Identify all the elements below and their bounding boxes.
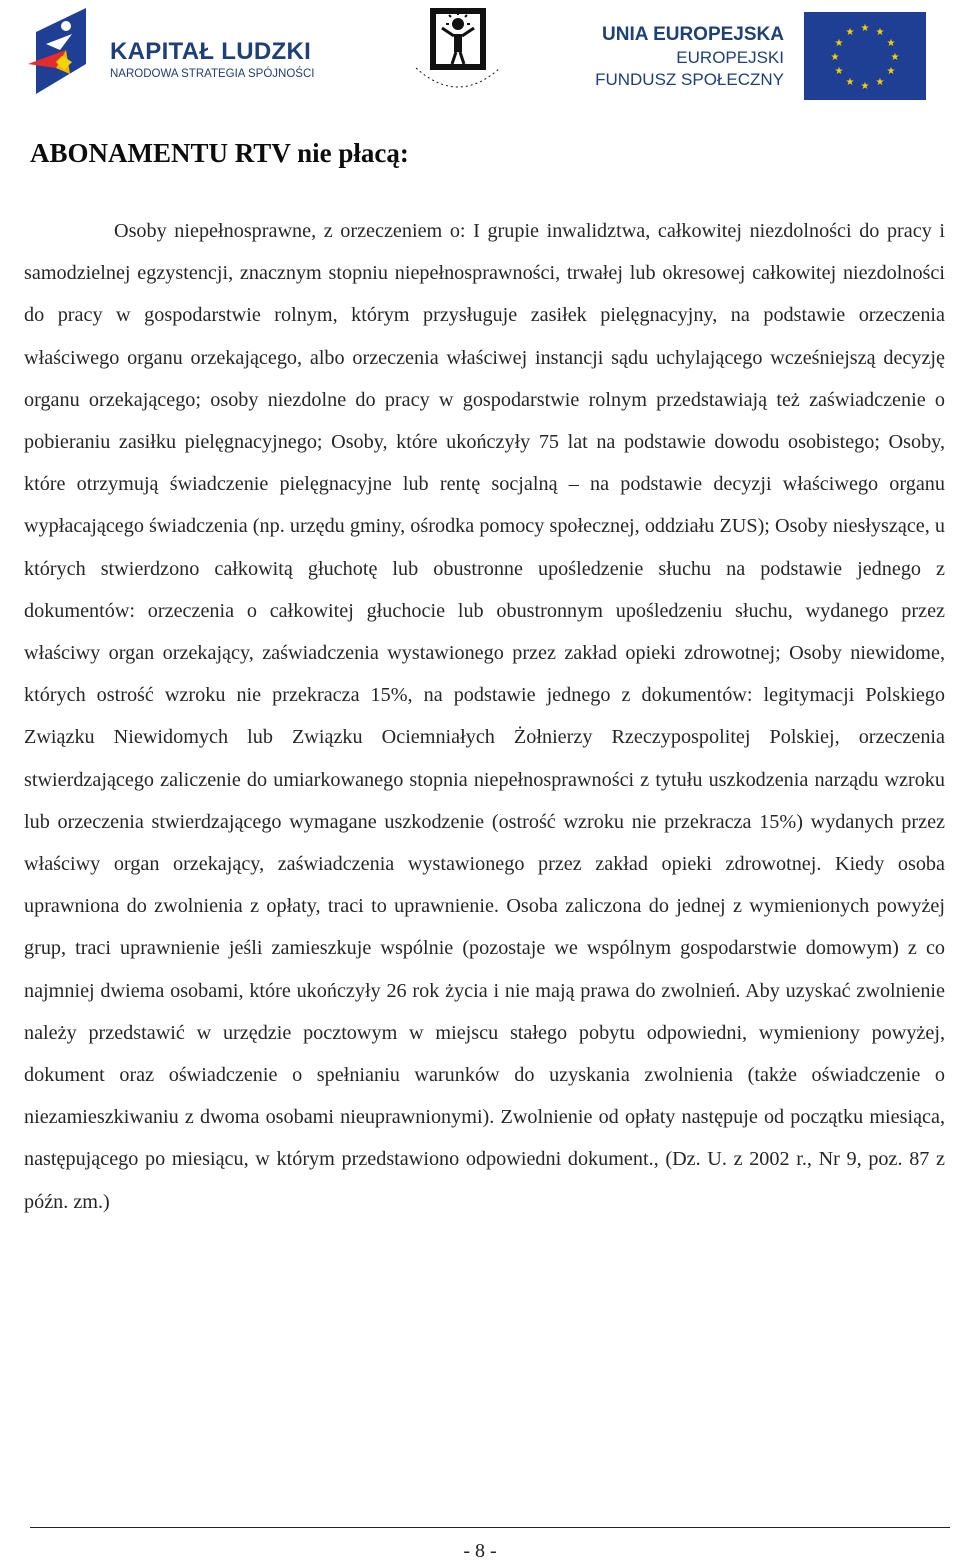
eu-subtitle-line2: FUNDUSZ SPOŁECZNY [595, 70, 784, 89]
svg-text:★: ★ [890, 52, 900, 63]
eu-flag-icon [804, 12, 926, 100]
kapital-ludzki-subtitle: NARODOWA STRATEGIA SPÓJNOŚCI [110, 68, 315, 80]
svg-text:★: ★ [834, 38, 844, 49]
document-header [0, 0, 960, 110]
svg-text:★: ★ [886, 38, 896, 49]
svg-text:★: ★ [875, 27, 885, 38]
eu-logo [595, 10, 930, 102]
organization-logo [402, 6, 514, 102]
svg-text:★: ★ [875, 77, 885, 88]
svg-text:★: ★ [845, 27, 855, 38]
page-number: - 8 - [463, 1540, 497, 1562]
eu-subtitle-line1: EUROPEJSKI [676, 48, 784, 67]
kapital-ludzki-title: KAPITAŁ LUDZKI [110, 38, 312, 65]
body-paragraph [24, 210, 945, 1223]
footer-divider [30, 1527, 950, 1528]
kapital-ludzki-logo [26, 4, 356, 100]
person-arms-raised-icon [402, 6, 514, 102]
svg-text:★: ★ [830, 52, 840, 63]
svg-text:★: ★ [834, 66, 844, 77]
svg-text:★: ★ [860, 81, 870, 92]
svg-text:★: ★ [886, 66, 896, 77]
kapital-ludzki-emblem-icon [26, 4, 96, 100]
svg-text:★: ★ [845, 77, 855, 88]
section-heading-bold: ABONAMENTU RTV nie płacą [30, 138, 400, 168]
section-heading-suffix: : [399, 138, 409, 168]
body-paragraph-text: Osoby niepełnosprawne, z orzeczeniem o: I grupie inwalidztwa, całkowitej niezdolności do pracy i samodzielnej egzystencji, znacznym stopniu niepełnosprawności, trwałej lub okresowej całkowitej niezdolności do pracy w gospodarstwie rolnym, którym przysługuje zasiłek pielęgnacyjny, na podstawie orzeczenia właściwego organu orzekającego, albo orzeczenia właściwej instancji sądu uchylającego wcześniejszą decyzję organu orzekającego; osoby niezdolne do pracy w gospodarstwie rolnym przedstawiają też zaświadczenie o pobieraniu zasiłku pielęgnacyjnego; Osoby, które ukończyły 75 lat na podstawie dowodu osobistego; Osoby, które otrzymują świadczenie pielęgnacyjne lub rentę socjalną – na podstawie decyzji właściwego organu wypłacającego świadczenia (np. urzędu gminy, ośrodka pomocy społecznej, oddziału ZUS); Osoby niesłyszące, u których stwierdzono całkowitą głuchotę lub obustronne upośledzenie słuchu na podstawie jednego z dokumentów: orzeczenia o całkowitej głuchocie lub obustronnym upośledzeniu słuchu, wydanego przez właściwy organ orzekający, zaświadczenia wystawionego przez zakład opieki zdrowotnej; Osoby niewidome, których ostrość wzroku nie przekracza 15%, na podstawie jednego z dokumentów: legitymacji Polskiego Związku Niewidomych lub Związku Ociemniałych Żołnierzy Rzeczypospolitej Polskiej, orzeczenia stwierdzającego zaliczenie do umiarkowanego stopnia niepełnosprawności z tytułu uszkodzenia narządu wzroku lub orzeczenia stwierdzającego wymagane uszkodzenie (ostrość wzroku nie przekracza 15%) wydanych przez właściwy organ orzekający, zaświadczenia wystawionego przez zakład opieki zdrowotnej. Kiedy osoba uprawniona do zwolnienia z opłaty, traci to uprawnienie. Osoba zaliczona do jednej z wymienionych powyżej grup, traci uprawnienie jeśli zamieszkuje wspólnie (pozostaje we wspólnym gospodarstwie domowym) z co najmniej dwiema osobami, które ukończyły 26 rok życia i nie mają prawa do zwolnień. Aby uzyskać zwolnienie należy przedstawić w urzędzie pocztowym w miejscu stałego pobytu odpowiedni, wymieniony powyżej, dokument oraz oświadczenie o spełnianiu warunków do uzyskania zwolnienia (także oświadczenie o niezamieszkiwaniu z dwoma osobami nieuprawnionymi). Zwolnienie od opłaty następuje od początku miesiąca, następującego po miesiącu, w którym przedstawiono odpowiedni dokument., (Dz. U. z 2002 r., Nr 9, poz. 87 z późn. zm.) [24, 220, 945, 1213]
eu-title: UNIA EUROPEJSKA [602, 24, 784, 45]
svg-text:★: ★ [860, 23, 870, 34]
section-heading [30, 138, 409, 169]
